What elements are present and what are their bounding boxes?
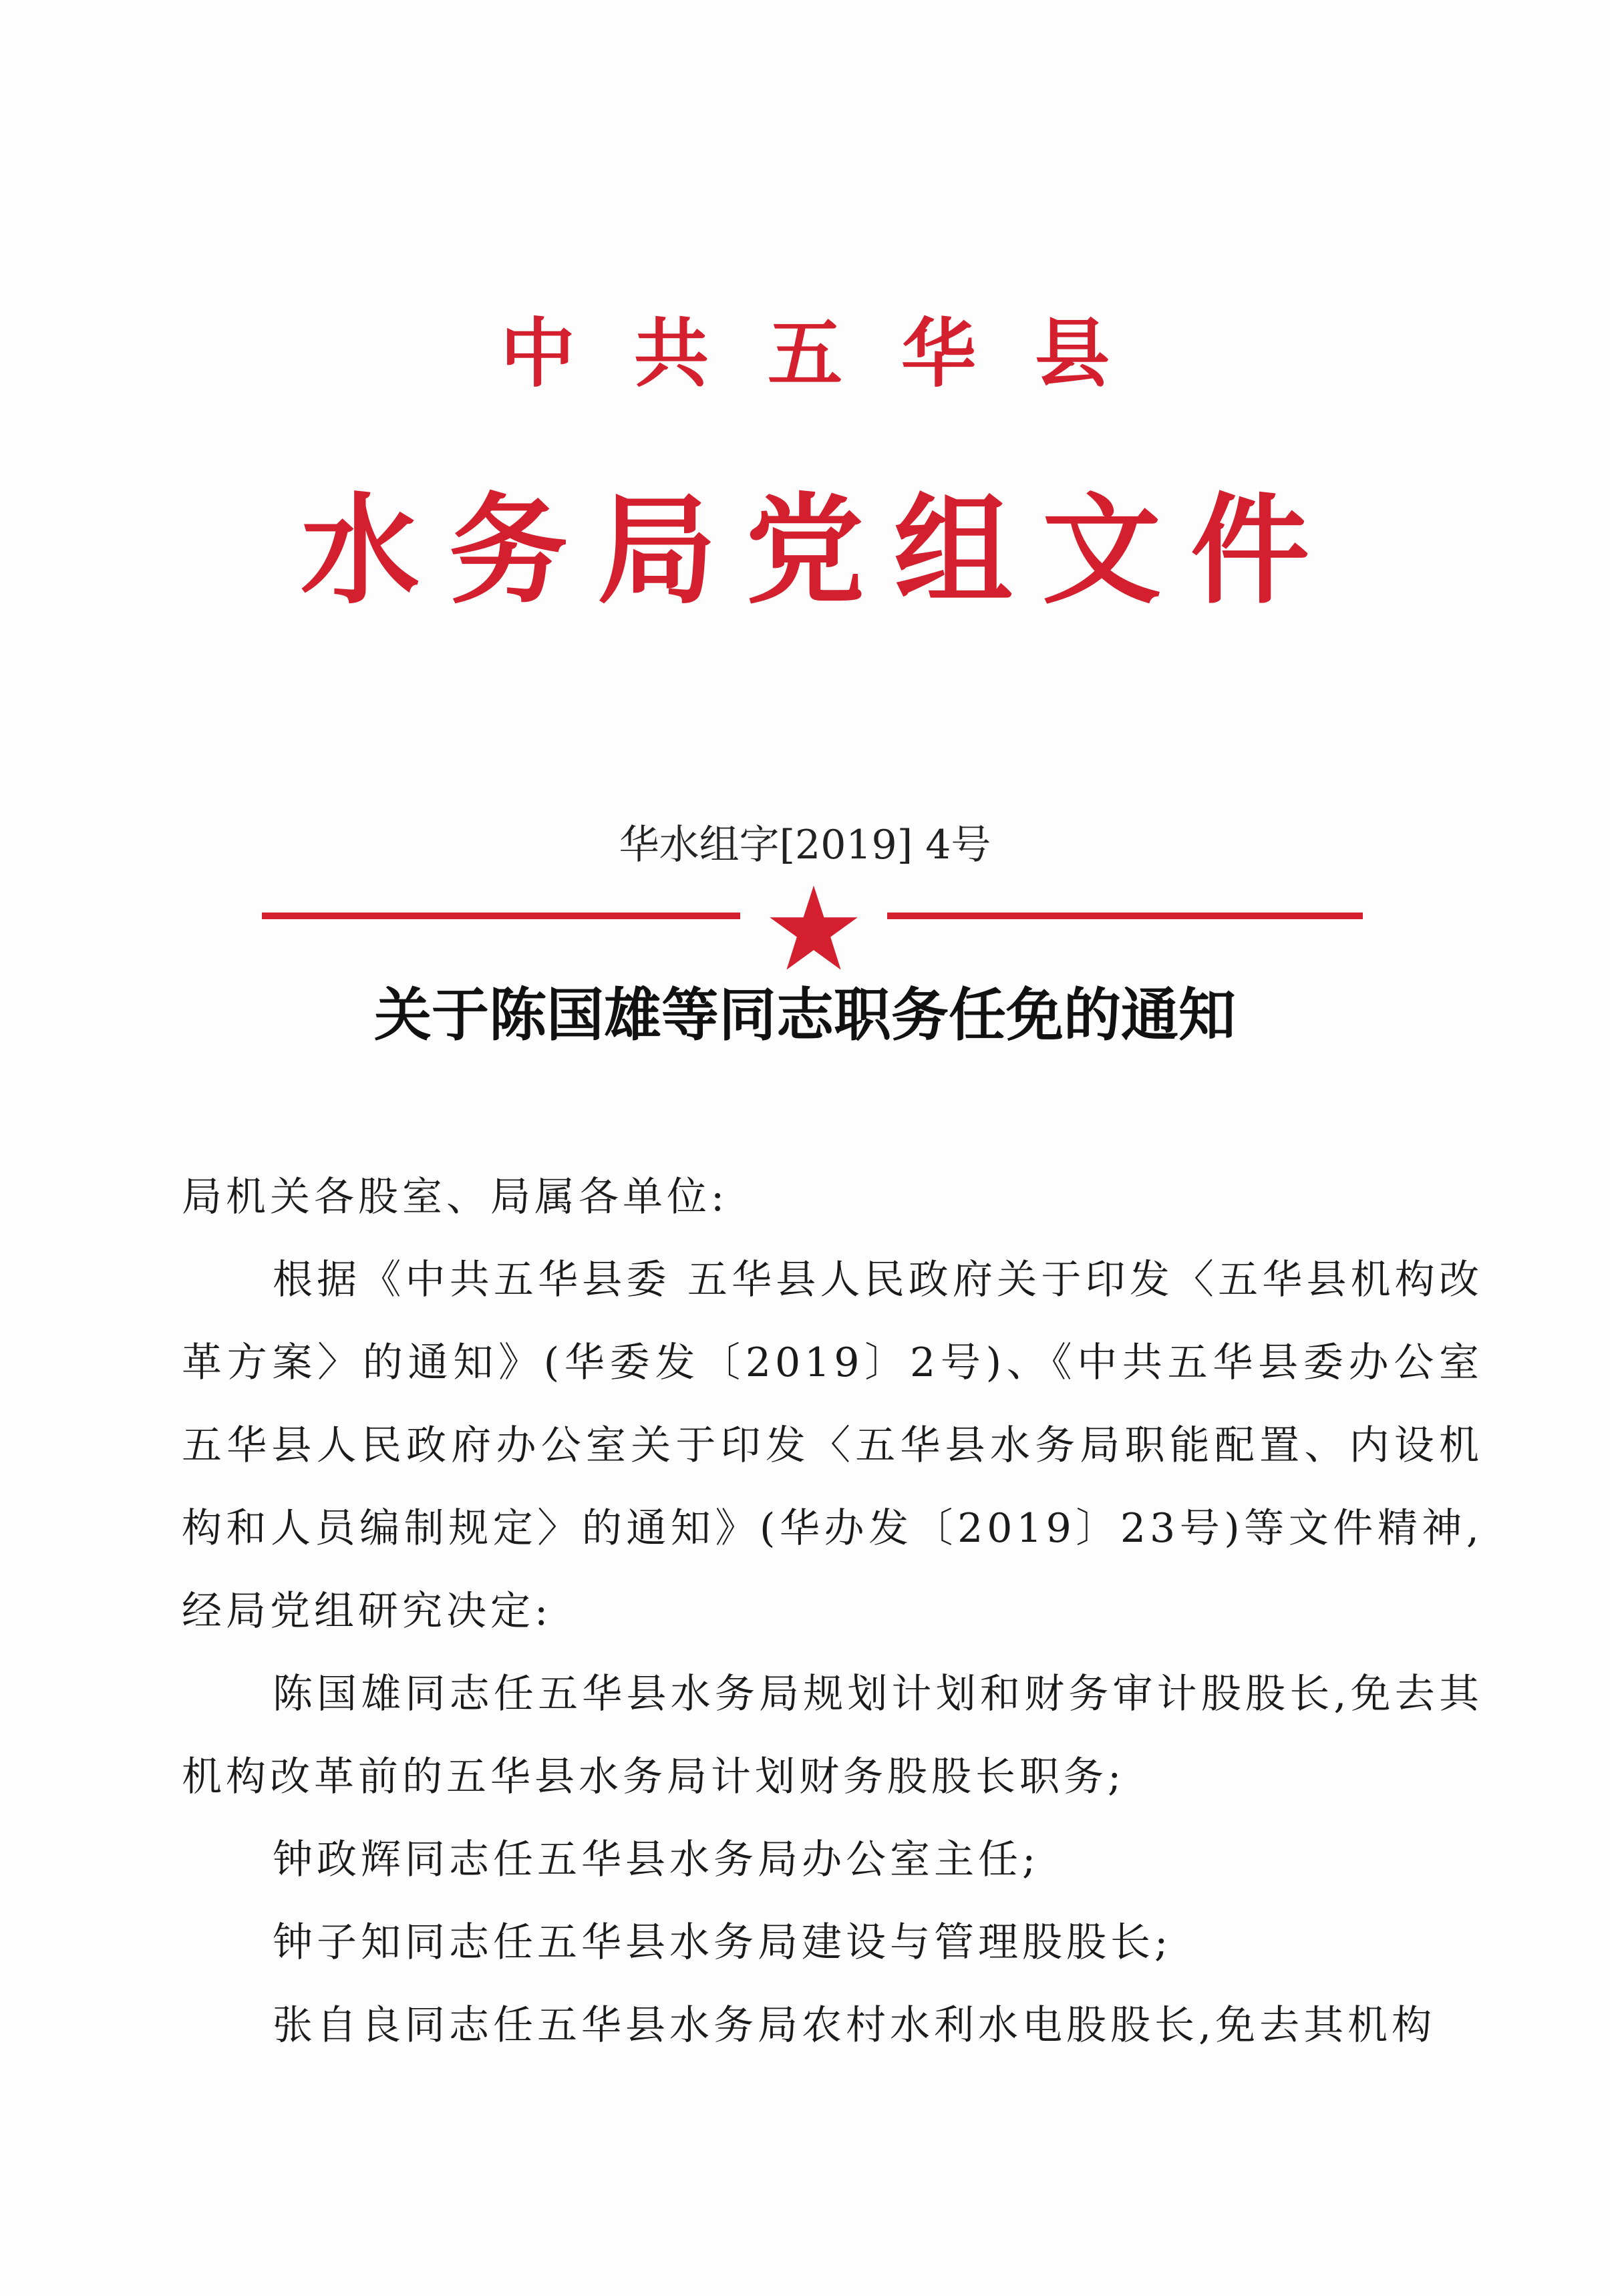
document-number: 华水组字[2019] 4号 [619, 822, 991, 868]
issuer-line-1: 中共五华县 [500, 311, 1168, 397]
paragraph-appointment: 陈国雄同志任五华县水务局规划计划和财务审计股股长,免去其机构改革前的五华县水务局计划财务股股长职务; [182, 1671, 1483, 1800]
red-star-icon [767, 882, 860, 975]
document-title: 关于陈国雄等同志职务任免的通知 [374, 982, 1236, 1049]
paragraph-appointment: 钟子知同志任五华县水务局建设与管理股股长; [273, 1919, 1172, 1966]
issuer-line-2: 水务局党组文件 [301, 482, 1339, 620]
salutation: 局机关各股室、局属各单位: [182, 1174, 729, 1220]
paragraph-basis: 根据《中共五华县委 五华县人民政府关于印发〈五华县机构改革方案〉的通知》(华委发〔2019〕2号)、《中共五华县委办公室 五华县人民政府办公室关于印发〈五华县水务局职能配置、内设机构和人员编制规定〉的通知》(华办发〔2019〕23号)等文件精神,经局党组研究决定: [182, 1257, 1483, 1635]
body-text [182, 1239, 1483, 2067]
paragraph-appointment: 张自良同志任五华县水务局农村水利水电股股长,免去其机构 [273, 2002, 1436, 2049]
red-rule-right [887, 913, 1363, 919]
red-rule-left [262, 913, 740, 919]
paragraph-appointment: 钟政辉同志任五华县水务局办公室主任; [273, 1836, 1040, 1883]
